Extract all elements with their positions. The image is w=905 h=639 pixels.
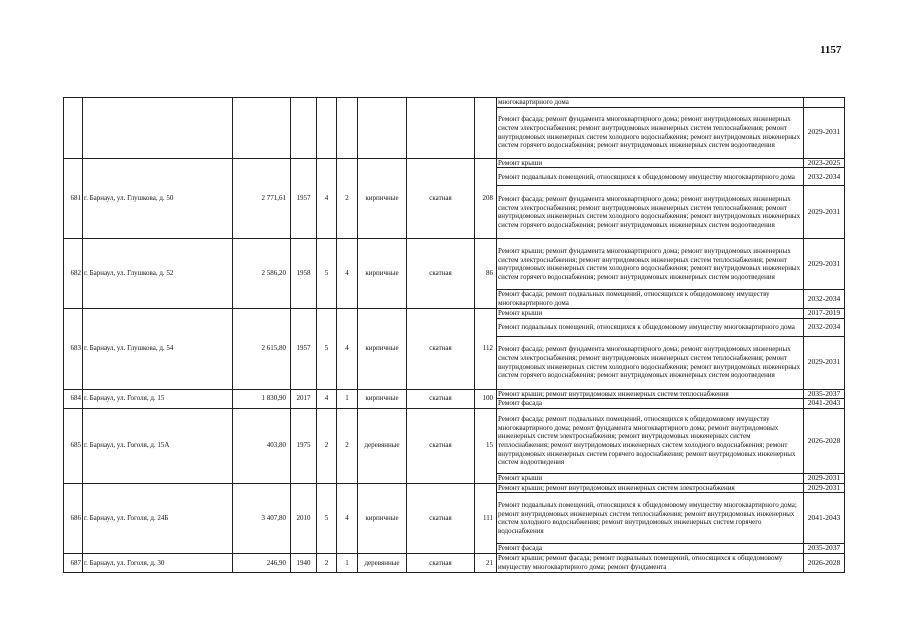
cell-entrances: 4 bbox=[337, 308, 358, 389]
cell-walls: кирпичные bbox=[358, 308, 407, 389]
table-row bbox=[64, 158, 845, 168]
cell-works: Ремонт подвальных помещений, относящихся к общедомовому имуществу многоквартирного дома bbox=[497, 318, 804, 336]
cell-period: 2029-2031 bbox=[804, 473, 845, 483]
cell-residents: 112 bbox=[475, 308, 497, 389]
cell-roof: скатная bbox=[407, 308, 475, 389]
cell-num: 682 bbox=[64, 239, 83, 308]
cell-area bbox=[233, 98, 291, 159]
cell-year: 1940 bbox=[291, 554, 317, 573]
cell-works: Ремонт крыши; ремонт фундамента многоквартирного дома; ремонт внутридомовых инженерных систем электроснабжения; ремонт внутридомовых инженерных систем теплоснабжения; ремонт внутридомовых инженерных систем холодного водоснабжения; ремонт внутридомовых инженерных систем горячего водоснабжения; ремонт внутридомовых инженерных систем водоотведения bbox=[497, 239, 804, 290]
cell-address: г. Барнаул, ул. Гоголя, д. 24Б bbox=[83, 483, 233, 553]
cell-num: 686 bbox=[64, 483, 83, 553]
cell-walls: кирпичные bbox=[358, 389, 407, 408]
cell-walls: кирпичные bbox=[358, 158, 407, 239]
cell-year: 1958 bbox=[291, 239, 317, 308]
cell-floors: 4 bbox=[317, 158, 337, 239]
cell-floors bbox=[317, 98, 337, 159]
cell-residents bbox=[475, 98, 497, 159]
cell-floors: 4 bbox=[317, 389, 337, 408]
cell-works: Ремонт фасада bbox=[497, 399, 804, 409]
cell-period: 2032-2034 bbox=[804, 290, 845, 308]
cell-period bbox=[804, 98, 845, 108]
cell-num bbox=[64, 98, 83, 159]
cell-roof bbox=[407, 98, 475, 159]
cell-works: многоквартирного дома bbox=[497, 98, 804, 108]
cell-walls: деревянные bbox=[358, 554, 407, 573]
cell-num: 681 bbox=[64, 158, 83, 239]
cell-residents: 100 bbox=[475, 389, 497, 408]
cell-period: 2023-2025 bbox=[804, 158, 845, 168]
cell-works: Ремонт крыши; ремонт внутридомовых инженерных систем теплоснабжения bbox=[497, 389, 804, 399]
cell-works: Ремонт фасада; ремонт фундамента многоквартирного дома; ремонт внутридомовых инженерных систем электроснабжения; ремонт внутридомовых инженерных систем теплоснабжения; ремонт внутридомовых инженерных систем холодного водоснабжения; ремонт внутридомовых инженерных систем горячего водоснабжения; ремонт внутридомовых инженерных систем водоотведения bbox=[497, 186, 804, 239]
cell-year bbox=[291, 98, 317, 159]
cell-floors: 2 bbox=[317, 554, 337, 573]
cell-num: 684 bbox=[64, 389, 83, 408]
cell-works: Ремонт крыши; ремонт внутридомовых инженерных систем электроснабжения bbox=[497, 483, 804, 493]
table-row bbox=[64, 389, 845, 399]
cell-works: Ремонт фасада; ремонт фундамента многоквартирного дома; ремонт внутридомовых инженерных систем электроснабжения; ремонт внутридомовых инженерных систем теплоснабжения; ремонт внутридомовых инженерных систем холодного водоснабжения; ремонт внутридомовых инженерных систем горячего водоснабжения; ремонт внутридомовых инженерных систем водоотведения bbox=[497, 336, 804, 389]
cell-works: Ремонт подвальных помещений, относящихся к общедомовому имуществу многоквартирного дома; ремонт внутридомовых инженерных систем теплоснабжения; ремонт внутридомовых инженерных систем холодного водоснабжения; ремонт внутридомовых инженерных систем горячего водоснабжения bbox=[497, 493, 804, 544]
cell-period: 2029-2031 bbox=[804, 483, 845, 493]
cell-period: 2035-2037 bbox=[804, 389, 845, 399]
cell-entrances: 1 bbox=[337, 554, 358, 573]
cell-roof: скатная bbox=[407, 158, 475, 239]
cell-period: 2035-2037 bbox=[804, 544, 845, 554]
cell-walls bbox=[358, 98, 407, 159]
table-row bbox=[64, 554, 845, 573]
cell-period: 2032-2034 bbox=[804, 318, 845, 336]
cell-roof: скатная bbox=[407, 408, 475, 483]
cell-floors: 5 bbox=[317, 308, 337, 389]
cell-roof: скатная bbox=[407, 389, 475, 408]
cell-area: 403,80 bbox=[233, 408, 291, 483]
cell-works: Ремонт фасада bbox=[497, 544, 804, 554]
cell-year: 1975 bbox=[291, 408, 317, 483]
page-number: 1157 bbox=[820, 44, 842, 56]
cell-period: 2029-2031 bbox=[804, 336, 845, 389]
cell-residents: 208 bbox=[475, 158, 497, 239]
cell-residents: 21 bbox=[475, 554, 497, 573]
cell-period: 2041-2043 bbox=[804, 493, 845, 544]
cell-works: Ремонт фасада; ремонт фундамента многоквартирного дома; ремонт внутридомовых инженерных систем электроснабжения; ремонт внутридомовых инженерных систем теплоснабжения; ремонт внутридомовых инженерных систем холодного водоснабжения; ремонт внутридомовых инженерных систем горячего водоснабжения; ремонт внутридомовых инженерных систем водоотведения bbox=[497, 107, 804, 158]
cell-floors: 5 bbox=[317, 483, 337, 553]
cell-roof: скатная bbox=[407, 483, 475, 553]
cell-period: 2041-2043 bbox=[804, 399, 845, 409]
cell-num: 683 bbox=[64, 308, 83, 389]
cell-residents: 15 bbox=[475, 408, 497, 483]
cell-floors: 5 bbox=[317, 239, 337, 308]
cell-period: 2032-2034 bbox=[804, 168, 845, 186]
cell-year: 2010 bbox=[291, 483, 317, 553]
cell-entrances: 2 bbox=[337, 408, 358, 483]
cell-address: г. Барнаул, ул. Глушкова, д. 52 bbox=[83, 239, 233, 308]
cell-year: 1957 bbox=[291, 158, 317, 239]
cell-period: 2029-2031 bbox=[804, 107, 845, 158]
cell-works: Ремонт фасада; ремонт подвальных помещений, относящихся к общедомовому имуществу многоквартирного дома; ремонт фундамента многоквартирного дома; ремонт внутридомовых инженерных систем электроснабжения; ремонт внутридомовых инженерных систем теплоснабжения; ремонт внутридомовых инженерных систем холодного водоснабжения; ремонт внутридомовых инженерных систем горячего водоснабжения; ремонт внутридомовых инженерных систем водоотведения bbox=[497, 408, 804, 473]
cell-works: Ремонт фасада; ремонт подвальных помещений, относящихся к общедомовому имуществу многоквартирного дома bbox=[497, 290, 804, 308]
cell-address: г. Барнаул, ул. Глушкова, д. 50 bbox=[83, 158, 233, 239]
cell-roof: скатная bbox=[407, 239, 475, 308]
cell-num: 687 bbox=[64, 554, 83, 573]
cell-entrances: 4 bbox=[337, 483, 358, 553]
cell-period: 2026-2028 bbox=[804, 408, 845, 473]
cell-year: 2017 bbox=[291, 389, 317, 408]
cell-area: 2 771,61 bbox=[233, 158, 291, 239]
cell-area: 2 615,80 bbox=[233, 308, 291, 389]
cell-entrances: 4 bbox=[337, 239, 358, 308]
table-row bbox=[64, 98, 845, 108]
cell-address: г. Барнаул, ул. Гоголя, д. 30 bbox=[83, 554, 233, 573]
repair-schedule-table bbox=[63, 97, 845, 573]
cell-area: 3 407,80 bbox=[233, 483, 291, 553]
cell-address bbox=[83, 98, 233, 159]
cell-entrances bbox=[337, 98, 358, 159]
cell-address: г. Барнаул, ул. Гоголя, д. 15А bbox=[83, 408, 233, 483]
table-row bbox=[64, 239, 845, 290]
cell-period: 2026-2028 bbox=[804, 554, 845, 573]
cell-period: 2029-2031 bbox=[804, 186, 845, 239]
cell-area: 2 586,20 bbox=[233, 239, 291, 308]
cell-entrances: 2 bbox=[337, 158, 358, 239]
cell-period: 2029-2031 bbox=[804, 239, 845, 290]
cell-works: Ремонт крыши bbox=[497, 473, 804, 483]
cell-entrances: 1 bbox=[337, 389, 358, 408]
cell-area: 1 830,90 bbox=[233, 389, 291, 408]
cell-year: 1957 bbox=[291, 308, 317, 389]
cell-works: Ремонт крыши bbox=[497, 158, 804, 168]
cell-works: Ремонт подвальных помещений, относящихся к общедомовому имуществу многоквартирного дома bbox=[497, 168, 804, 186]
cell-works: Ремонт крыши; ремонт фасада; ремонт подвальных помещений, относящихся к общедомовому имуществу многоквартирного дома; ремонт фундамента bbox=[497, 554, 804, 573]
table-row bbox=[64, 308, 845, 318]
cell-residents: 86 bbox=[475, 239, 497, 308]
cell-address: г. Барнаул, ул. Гоголя, д. 15 bbox=[83, 389, 233, 408]
cell-roof: скатная bbox=[407, 554, 475, 573]
cell-walls: кирпичные bbox=[358, 239, 407, 308]
cell-walls: деревянные bbox=[358, 408, 407, 483]
table-row bbox=[64, 408, 845, 473]
cell-num: 685 bbox=[64, 408, 83, 483]
table-row bbox=[64, 483, 845, 493]
cell-floors: 2 bbox=[317, 408, 337, 483]
cell-area: 246,90 bbox=[233, 554, 291, 573]
cell-residents: 111 bbox=[475, 483, 497, 553]
cell-walls: кирпичные bbox=[358, 483, 407, 553]
cell-works: Ремонт крыши bbox=[497, 308, 804, 318]
cell-address: г. Барнаул, ул. Глушкова, д. 54 bbox=[83, 308, 233, 389]
cell-period: 2017-2019 bbox=[804, 308, 845, 318]
